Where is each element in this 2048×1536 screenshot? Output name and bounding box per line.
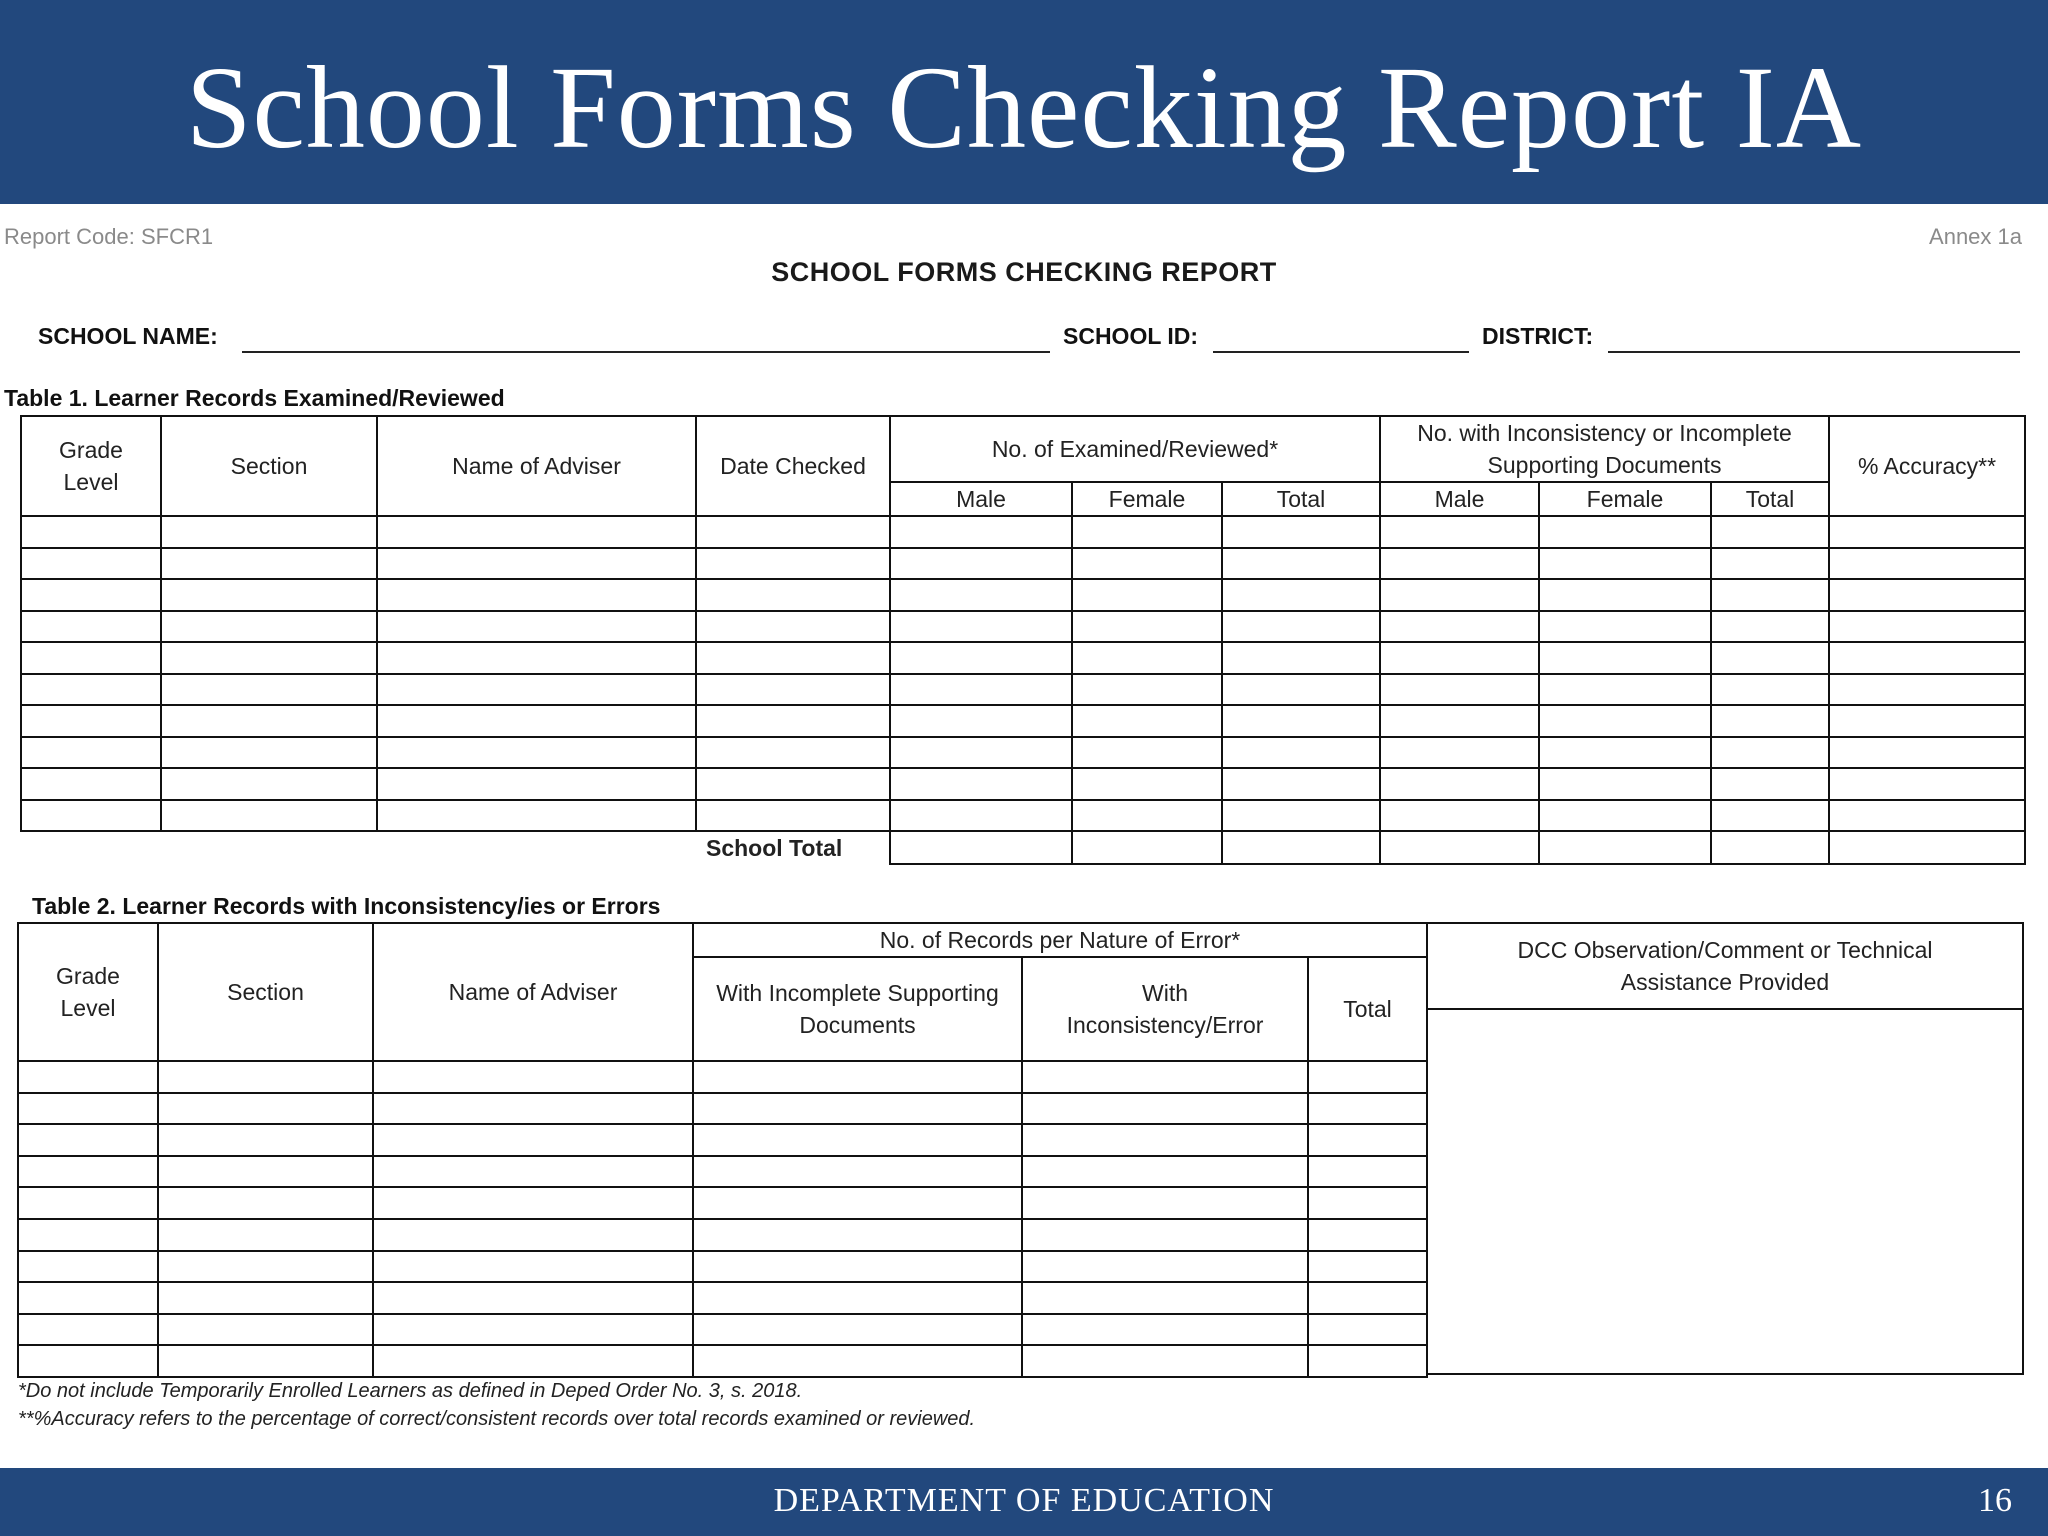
table-cell[interactable] xyxy=(21,674,161,706)
table-cell[interactable] xyxy=(693,1187,1022,1219)
table-cell[interactable] xyxy=(373,1251,693,1283)
t1-header-date-checked: Date Checked xyxy=(696,416,890,516)
table-cell[interactable] xyxy=(161,642,377,674)
table-cell[interactable] xyxy=(1380,800,1539,832)
table-cell[interactable] xyxy=(1829,705,2025,737)
table1 xyxy=(20,415,2026,865)
table-cell[interactable] xyxy=(1308,1251,1427,1283)
table-cell[interactable] xyxy=(377,800,696,832)
table-cell[interactable] xyxy=(1072,768,1222,800)
district-label: DISTRICT: xyxy=(1482,323,1594,349)
table-cell[interactable] xyxy=(158,1156,373,1188)
table-cell[interactable] xyxy=(377,705,696,737)
school-name-field[interactable] xyxy=(242,351,1050,353)
table-cell[interactable] xyxy=(693,1093,1022,1125)
footnote-2: **%Accuracy refers to the percentage of correct/consistent records over total records examined or reviewed. xyxy=(18,1408,976,1430)
table-cell[interactable] xyxy=(1222,831,1380,864)
table-cell[interactable] xyxy=(1539,705,1711,737)
table-row xyxy=(18,1187,1427,1219)
table-cell[interactable] xyxy=(1308,1219,1427,1251)
table-cell[interactable] xyxy=(21,768,161,800)
table-row xyxy=(18,1061,1427,1093)
table-cell[interactable] xyxy=(161,579,377,611)
table-cell[interactable] xyxy=(1308,1093,1427,1125)
table-cell[interactable] xyxy=(158,1314,373,1346)
table-cell[interactable] xyxy=(18,1219,158,1251)
table-cell[interactable] xyxy=(158,1093,373,1125)
table-row xyxy=(21,768,2025,800)
table-cell[interactable] xyxy=(373,1061,693,1093)
table-cell[interactable] xyxy=(1380,516,1539,548)
t1-header-female: Female xyxy=(1539,482,1711,516)
t1-header-total: Total xyxy=(1222,482,1380,516)
table-cell[interactable] xyxy=(696,516,890,548)
table-cell[interactable] xyxy=(161,768,377,800)
table-cell[interactable] xyxy=(1072,800,1222,832)
table-cell[interactable] xyxy=(373,1314,693,1346)
school-total-label: School Total xyxy=(706,835,843,861)
table-cell[interactable] xyxy=(377,548,696,580)
table-cell[interactable] xyxy=(1711,516,1829,548)
table-cell[interactable] xyxy=(18,1345,158,1377)
footer-department: DEPARTMENT OF EDUCATION xyxy=(773,1482,1275,1519)
table-cell[interactable] xyxy=(696,642,890,674)
table-cell[interactable] xyxy=(693,1061,1022,1093)
table-cell[interactable] xyxy=(1829,831,2025,864)
table-cell[interactable] xyxy=(1222,768,1380,800)
table-cell[interactable] xyxy=(1222,642,1380,674)
table-cell[interactable] xyxy=(1222,516,1380,548)
t2-header-incomplete-docs: With Incomplete Supporting Documents xyxy=(693,957,1022,1061)
table-row xyxy=(21,737,2025,769)
table-cell[interactable] xyxy=(1380,831,1539,864)
table-cell[interactable] xyxy=(18,1282,158,1314)
table-row xyxy=(21,516,2025,548)
table-cell[interactable] xyxy=(890,705,1072,737)
school-name-label: SCHOOL NAME: xyxy=(38,323,218,349)
table-cell[interactable] xyxy=(693,1251,1022,1283)
t1-header-examined: No. of Examined/Reviewed* xyxy=(890,416,1380,482)
t2-header-inconsistency-error: With Inconsistency/Error xyxy=(1022,957,1308,1061)
table-cell[interactable] xyxy=(1711,642,1829,674)
table-cell[interactable] xyxy=(1829,800,2025,832)
table-cell[interactable] xyxy=(377,579,696,611)
table-cell[interactable] xyxy=(1829,516,2025,548)
table-row xyxy=(21,642,2025,674)
table-cell[interactable] xyxy=(1222,674,1380,706)
table-cell[interactable] xyxy=(1711,611,1829,643)
table-cell[interactable] xyxy=(1539,579,1711,611)
table-cell[interactable] xyxy=(1072,705,1222,737)
table-cell[interactable] xyxy=(21,642,161,674)
table-row xyxy=(21,705,2025,737)
table-cell[interactable] xyxy=(890,516,1072,548)
table-cell[interactable] xyxy=(1539,831,1711,864)
table-cell[interactable] xyxy=(890,642,1072,674)
table-cell[interactable] xyxy=(377,737,696,769)
table-cell[interactable] xyxy=(18,1251,158,1283)
t1-header-total: Total xyxy=(1711,482,1829,516)
table-row xyxy=(18,1251,1427,1283)
table-cell[interactable] xyxy=(1711,548,1829,580)
table-cell[interactable] xyxy=(1022,1219,1308,1251)
table-cell[interactable] xyxy=(373,1219,693,1251)
table-row xyxy=(18,1314,1427,1346)
table-row xyxy=(21,611,2025,643)
table2-caption: Table 2. Learner Records with Inconsistency/ies or Errors xyxy=(32,893,661,919)
t1-header-male: Male xyxy=(1380,482,1539,516)
dcc-observation-table xyxy=(1426,922,2024,1375)
title-banner xyxy=(0,0,2048,204)
table-cell[interactable] xyxy=(1380,737,1539,769)
school-total-row xyxy=(21,831,2025,864)
table-cell[interactable] xyxy=(890,737,1072,769)
table-cell[interactable] xyxy=(696,705,890,737)
table-cell[interactable] xyxy=(890,800,1072,832)
table-cell[interactable] xyxy=(21,800,161,832)
table-cell[interactable] xyxy=(890,674,1072,706)
district-field[interactable] xyxy=(1608,351,2020,353)
t2-header-records-per-error: No. of Records per Nature of Error* xyxy=(693,923,1427,957)
table-cell[interactable] xyxy=(161,611,377,643)
table-cell[interactable] xyxy=(1380,642,1539,674)
table-row xyxy=(21,674,2025,706)
table-row xyxy=(21,579,2025,611)
table-cell[interactable] xyxy=(1539,737,1711,769)
table-cell[interactable] xyxy=(693,1345,1022,1377)
table-cell[interactable] xyxy=(158,1282,373,1314)
table-cell[interactable] xyxy=(377,642,696,674)
t1-header-section: Section xyxy=(161,416,377,516)
table-cell[interactable] xyxy=(377,674,696,706)
table-row xyxy=(18,1124,1427,1156)
t1-header-inconsistency: No. with Inconsistency or Incomplete Supporting Documents xyxy=(1380,416,1829,482)
table-cell[interactable] xyxy=(158,1124,373,1156)
table-cell[interactable] xyxy=(1072,674,1222,706)
table-cell[interactable] xyxy=(158,1251,373,1283)
table-cell[interactable] xyxy=(696,737,890,769)
t1-header-accuracy: % Accuracy** xyxy=(1829,416,2025,516)
table-cell[interactable] xyxy=(373,1156,693,1188)
slide-title: School Forms Checking Report IA xyxy=(185,42,1863,173)
table-cell[interactable] xyxy=(158,1061,373,1093)
table-cell[interactable] xyxy=(696,768,890,800)
table-cell[interactable] xyxy=(1308,1156,1427,1188)
table-cell[interactable] xyxy=(1829,674,2025,706)
school-id-field[interactable] xyxy=(1213,351,1469,353)
table-cell[interactable] xyxy=(1711,674,1829,706)
table-cell[interactable] xyxy=(1539,768,1711,800)
table-cell[interactable] xyxy=(1711,831,1829,864)
t1-header-male: Male xyxy=(890,482,1072,516)
table-cell[interactable] xyxy=(693,1124,1022,1156)
t2-header-grade-level: Grade Level xyxy=(18,923,158,1061)
table-cell[interactable] xyxy=(1222,579,1380,611)
table-row xyxy=(18,1156,1427,1188)
table-cell[interactable] xyxy=(1539,642,1711,674)
table-cell[interactable] xyxy=(161,705,377,737)
table-cell[interactable] xyxy=(1711,737,1829,769)
table-cell[interactable] xyxy=(696,548,890,580)
table-cell[interactable] xyxy=(1308,1282,1427,1314)
footer-bar xyxy=(0,1468,2048,1536)
table-cell[interactable] xyxy=(1539,800,1711,832)
table-cell[interactable] xyxy=(1711,579,1829,611)
table-cell[interactable] xyxy=(18,1093,158,1125)
table-cell[interactable] xyxy=(1380,579,1539,611)
table-cell[interactable] xyxy=(21,516,161,548)
table-cell[interactable] xyxy=(1829,611,2025,643)
table-cell[interactable] xyxy=(373,1124,693,1156)
table-cell[interactable] xyxy=(373,1282,693,1314)
table-cell[interactable] xyxy=(693,1219,1022,1251)
table-cell[interactable] xyxy=(1711,800,1829,832)
table-cell[interactable] xyxy=(1539,674,1711,706)
table-cell[interactable] xyxy=(377,611,696,643)
table-cell[interactable] xyxy=(1829,579,2025,611)
table-cell[interactable] xyxy=(1022,1345,1308,1377)
table-cell[interactable] xyxy=(1222,548,1380,580)
table-cell[interactable] xyxy=(373,1345,693,1377)
table-cell[interactable] xyxy=(158,1187,373,1219)
table-cell[interactable] xyxy=(696,674,890,706)
table-cell[interactable] xyxy=(1072,611,1222,643)
table-cell[interactable] xyxy=(1539,516,1711,548)
table-cell[interactable] xyxy=(161,516,377,548)
table-cell[interactable] xyxy=(18,1124,158,1156)
table-cell[interactable] xyxy=(1072,548,1222,580)
table-cell[interactable] xyxy=(890,611,1072,643)
table-cell[interactable] xyxy=(890,548,1072,580)
table-cell[interactable] xyxy=(1380,611,1539,643)
table-cell[interactable] xyxy=(1829,737,2025,769)
table-cell[interactable] xyxy=(1022,1124,1308,1156)
table-cell[interactable] xyxy=(1711,768,1829,800)
table-cell[interactable] xyxy=(1539,611,1711,643)
table-cell[interactable] xyxy=(21,548,161,580)
table-cell[interactable] xyxy=(161,737,377,769)
table-cell[interactable] xyxy=(1222,737,1380,769)
table-cell[interactable] xyxy=(18,1314,158,1346)
table-cell[interactable] xyxy=(1308,1124,1427,1156)
table-cell[interactable] xyxy=(1539,548,1711,580)
dcc-comment-area[interactable] xyxy=(1427,1009,2023,1374)
table-cell[interactable] xyxy=(18,1187,158,1219)
table-cell[interactable] xyxy=(21,611,161,643)
table-cell[interactable] xyxy=(1829,642,2025,674)
table-cell[interactable] xyxy=(693,1282,1022,1314)
table-row xyxy=(18,1219,1427,1251)
table-cell[interactable] xyxy=(693,1314,1022,1346)
table-cell[interactable] xyxy=(1072,642,1222,674)
table-row xyxy=(18,1093,1427,1125)
table-cell[interactable] xyxy=(1022,1314,1308,1346)
t1-header-female: Female xyxy=(1072,482,1222,516)
t2-header-total: Total xyxy=(1308,957,1427,1061)
table-cell[interactable] xyxy=(18,1061,158,1093)
dcc-header: DCC Observation/Comment or Technical Assistance Provided xyxy=(1427,923,2023,1009)
table-cell[interactable] xyxy=(1022,1251,1308,1283)
table1-caption: Table 1. Learner Records Examined/Reviewed xyxy=(4,385,505,411)
table-cell[interactable] xyxy=(377,768,696,800)
table-row xyxy=(18,1345,1427,1377)
table-cell[interactable] xyxy=(1380,768,1539,800)
table-cell[interactable] xyxy=(890,768,1072,800)
table-cell[interactable] xyxy=(1072,737,1222,769)
table-cell[interactable] xyxy=(21,579,161,611)
table-cell[interactable] xyxy=(1022,1093,1308,1125)
table-cell[interactable] xyxy=(1380,548,1539,580)
table2 xyxy=(17,922,1428,1378)
table-cell[interactable] xyxy=(1022,1061,1308,1093)
table-cell[interactable] xyxy=(696,800,890,832)
table-cell[interactable] xyxy=(1380,674,1539,706)
table-cell[interactable] xyxy=(1022,1282,1308,1314)
table-cell[interactable] xyxy=(18,1156,158,1188)
table-cell[interactable] xyxy=(1308,1187,1427,1219)
table-cell[interactable] xyxy=(1308,1345,1427,1377)
table-cell[interactable] xyxy=(161,548,377,580)
table-cell[interactable] xyxy=(158,1219,373,1251)
page-number: 16 xyxy=(1978,1482,2012,1519)
table-row xyxy=(21,548,2025,580)
table-cell[interactable] xyxy=(1072,579,1222,611)
table-cell[interactable] xyxy=(158,1345,373,1377)
table-cell[interactable] xyxy=(373,1187,693,1219)
annex-label: Annex 1a xyxy=(1929,224,2022,249)
footnote-1: *Do not include Temporarily Enrolled Learners as defined in Deped Order No. 3, s. 2018. xyxy=(18,1380,803,1402)
table-cell[interactable] xyxy=(1222,611,1380,643)
table-row xyxy=(21,800,2025,832)
table-cell[interactable] xyxy=(21,705,161,737)
table-cell[interactable] xyxy=(161,800,377,832)
t1-header-grade-level: Grade Level xyxy=(21,416,161,516)
table-cell[interactable] xyxy=(1829,768,2025,800)
table-cell[interactable] xyxy=(890,579,1072,611)
report-code: Report Code: SFCR1 xyxy=(4,224,214,249)
t2-header-section: Section xyxy=(158,923,373,1061)
table-cell[interactable] xyxy=(1711,705,1829,737)
table-cell[interactable] xyxy=(1072,831,1222,864)
table-cell[interactable] xyxy=(693,1156,1022,1188)
table-cell[interactable] xyxy=(1222,800,1380,832)
table-cell[interactable] xyxy=(377,516,696,548)
form-title: SCHOOL FORMS CHECKING REPORT xyxy=(771,257,1277,287)
table-cell[interactable] xyxy=(1308,1314,1427,1346)
table-cell[interactable] xyxy=(1072,516,1222,548)
table-cell[interactable] xyxy=(890,831,1072,864)
table-cell[interactable] xyxy=(373,1093,693,1125)
table-cell[interactable] xyxy=(1222,705,1380,737)
table-cell[interactable] xyxy=(1022,1187,1308,1219)
table-row xyxy=(18,1282,1427,1314)
table-cell[interactable] xyxy=(21,737,161,769)
school-id-label: SCHOOL ID: xyxy=(1063,323,1199,349)
table-cell[interactable] xyxy=(161,674,377,706)
table-cell[interactable] xyxy=(1308,1061,1427,1093)
table-cell[interactable] xyxy=(1380,705,1539,737)
table-cell[interactable] xyxy=(1022,1156,1308,1188)
table-cell[interactable] xyxy=(696,579,890,611)
table-cell[interactable] xyxy=(696,611,890,643)
t1-header-adviser: Name of Adviser xyxy=(377,416,696,516)
t2-header-adviser: Name of Adviser xyxy=(373,923,693,1061)
table-cell[interactable] xyxy=(1829,548,2025,580)
